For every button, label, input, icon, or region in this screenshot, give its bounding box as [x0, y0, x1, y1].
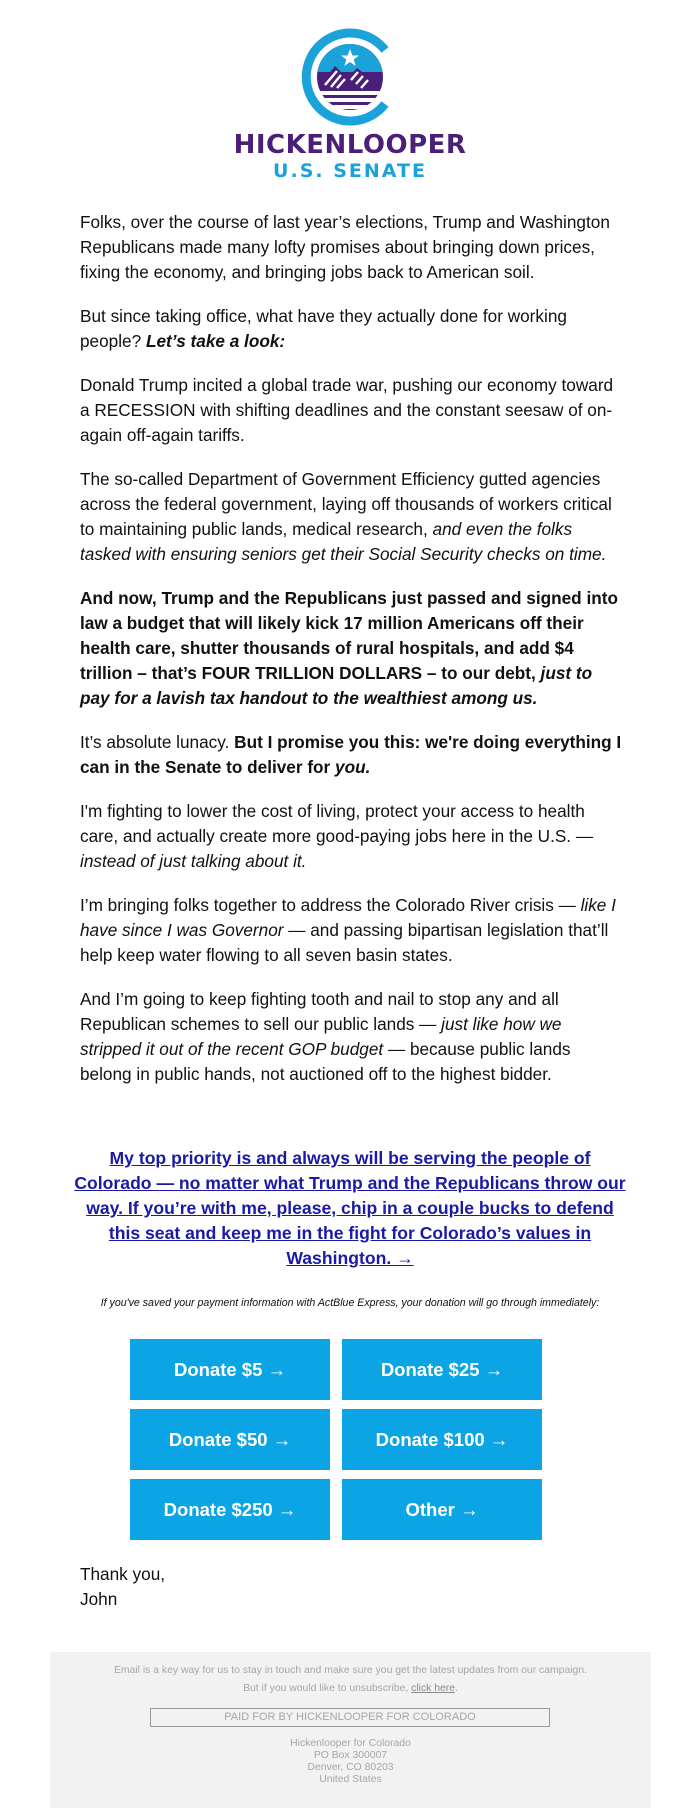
- signoff: [80, 1562, 165, 1612]
- text-run: and even the folks tasked with ensuring seniors get their Social Security checks on time.: [80, 519, 607, 564]
- text-run: — because public lands belong in public hands, not auctioned off to the highest bidder.: [80, 1039, 571, 1084]
- address-line: Denver, CO 80203: [307, 1762, 394, 1773]
- text-run: But since taking office, what have they actually done for working people?: [80, 306, 567, 351]
- text-run: It’s absolute lunacy.: [80, 732, 235, 752]
- unsubscribe-link[interactable]: click here: [411, 1683, 456, 1694]
- body-paragraph: [80, 304, 622, 354]
- body-paragraph: [80, 730, 622, 780]
- text-run: instead of just talking about it.: [80, 851, 307, 871]
- text-run: I’m bringing folks together to address the Colorado River crisis —: [80, 895, 581, 915]
- email-footer: [50, 1652, 651, 1808]
- text-run: And I’m going to keep fighting tooth and nail to stop any and all Republican schemes to sell our public lands —: [80, 989, 559, 1034]
- text-run: Let’s take a look:: [145, 331, 286, 351]
- body-paragraph: [80, 373, 622, 448]
- email-body: [80, 210, 622, 1106]
- donate-50-button[interactable]: Donate $50 →: [130, 1409, 330, 1470]
- logo-subtitle: U.S. SENATE: [273, 160, 427, 182]
- signoff-closing: Thank you,: [80, 1564, 166, 1584]
- text-run: And now, Trump and the Republicans just passed and signed into law a budget that will likely kick 17 million Americans off their health care, shutter thousands of rural hospitals, and add $4 trillion – that’s FOUR TRILLION DOLLARS – to our debt,: [80, 588, 618, 683]
- signoff-name: John: [80, 1589, 118, 1609]
- text-run: like I have since I was Governor: [80, 895, 616, 940]
- text-run: Folks, over the course of last year’s elections, Trump and Washington Republicans made many lofty promises about bringing down prices, fixing the economy, and bringing jobs back to American soil.: [80, 212, 610, 282]
- text-run: Donald Trump incited a global trade war, pushing our economy toward a RECESSION with shifting deadlines and the constant seesaw of on-again off-again tariffs.: [80, 375, 614, 445]
- donate-100-button[interactable]: Donate $100 →: [342, 1409, 542, 1470]
- address-line: PO Box 300007: [313, 1750, 388, 1761]
- actblue-express-note: If you've saved your payment information with ActBlue Express, your donation will go through immediately:: [100, 1297, 600, 1309]
- text-run: just to pay for a lavish tax handout to the wealthiest among us.: [80, 663, 593, 708]
- donate-25-button[interactable]: Donate $25 →: [342, 1339, 542, 1400]
- body-paragraph: [80, 467, 622, 567]
- address-line: United States: [319, 1774, 382, 1785]
- text-run: — and passing bipartisan legislation that’ll help keep water flowing to all seven basin states.: [80, 920, 609, 965]
- unsubscribe-prefix: But if you would like to unsubscribe,: [243, 1683, 412, 1694]
- hickenlooper-logo-icon: [295, 28, 405, 126]
- text-run: you.: [335, 757, 371, 777]
- donation-appeal: [70, 1146, 630, 1271]
- body-paragraph: [80, 799, 622, 874]
- address-line: Hickenlooper for Colorado: [290, 1738, 411, 1749]
- text-run: The so-called Department of Government Efficiency gutted agencies across the federal government, laying off thousands of workers critical to maintaining public lands, medical research,: [80, 469, 612, 539]
- body-paragraph: [80, 586, 622, 711]
- donate-5-button[interactable]: Donate $5 →: [130, 1339, 330, 1400]
- donate-250-button[interactable]: Donate $250 →: [130, 1479, 330, 1540]
- campaign-logo: [0, 28, 700, 182]
- body-paragraph: [80, 987, 622, 1087]
- text-run: just like how we stripped it out of the recent GOP budget: [80, 1014, 562, 1059]
- donate-other-button[interactable]: Other →: [342, 1479, 542, 1540]
- text-run: But I promise you this: we're doing everything I can in the Senate to deliver for: [80, 732, 622, 777]
- footer-message: Email is a key way for us to stay in touch and make sure you get the latest updates from our campaign.: [113, 1665, 587, 1676]
- donate-appeal-link[interactable]: My top priority is and always will be serving the people of Colorado — no matter what Trump and the Republicans throw our way. If you’re with me, please, chip in a couple bucks to defend this seat and keep me in the fight for Colorado’s values in Washington. →: [74, 1148, 626, 1268]
- logo-wordmark: HICKENLOOPER: [233, 130, 467, 160]
- footer-unsubscribe-line: [50, 1683, 651, 1694]
- text-run: I'm fighting to lower the cost of living, protect your access to health care, and actually create more good-paying jobs here in the U.S. —: [80, 801, 594, 846]
- body-paragraph: [80, 210, 622, 285]
- paid-for-disclaimer: PAID FOR BY HICKENLOOPER FOR COLORADO: [150, 1708, 550, 1727]
- mailing-address: [50, 1738, 651, 1786]
- body-paragraph: [80, 893, 622, 968]
- unsubscribe-suffix: .: [455, 1683, 458, 1694]
